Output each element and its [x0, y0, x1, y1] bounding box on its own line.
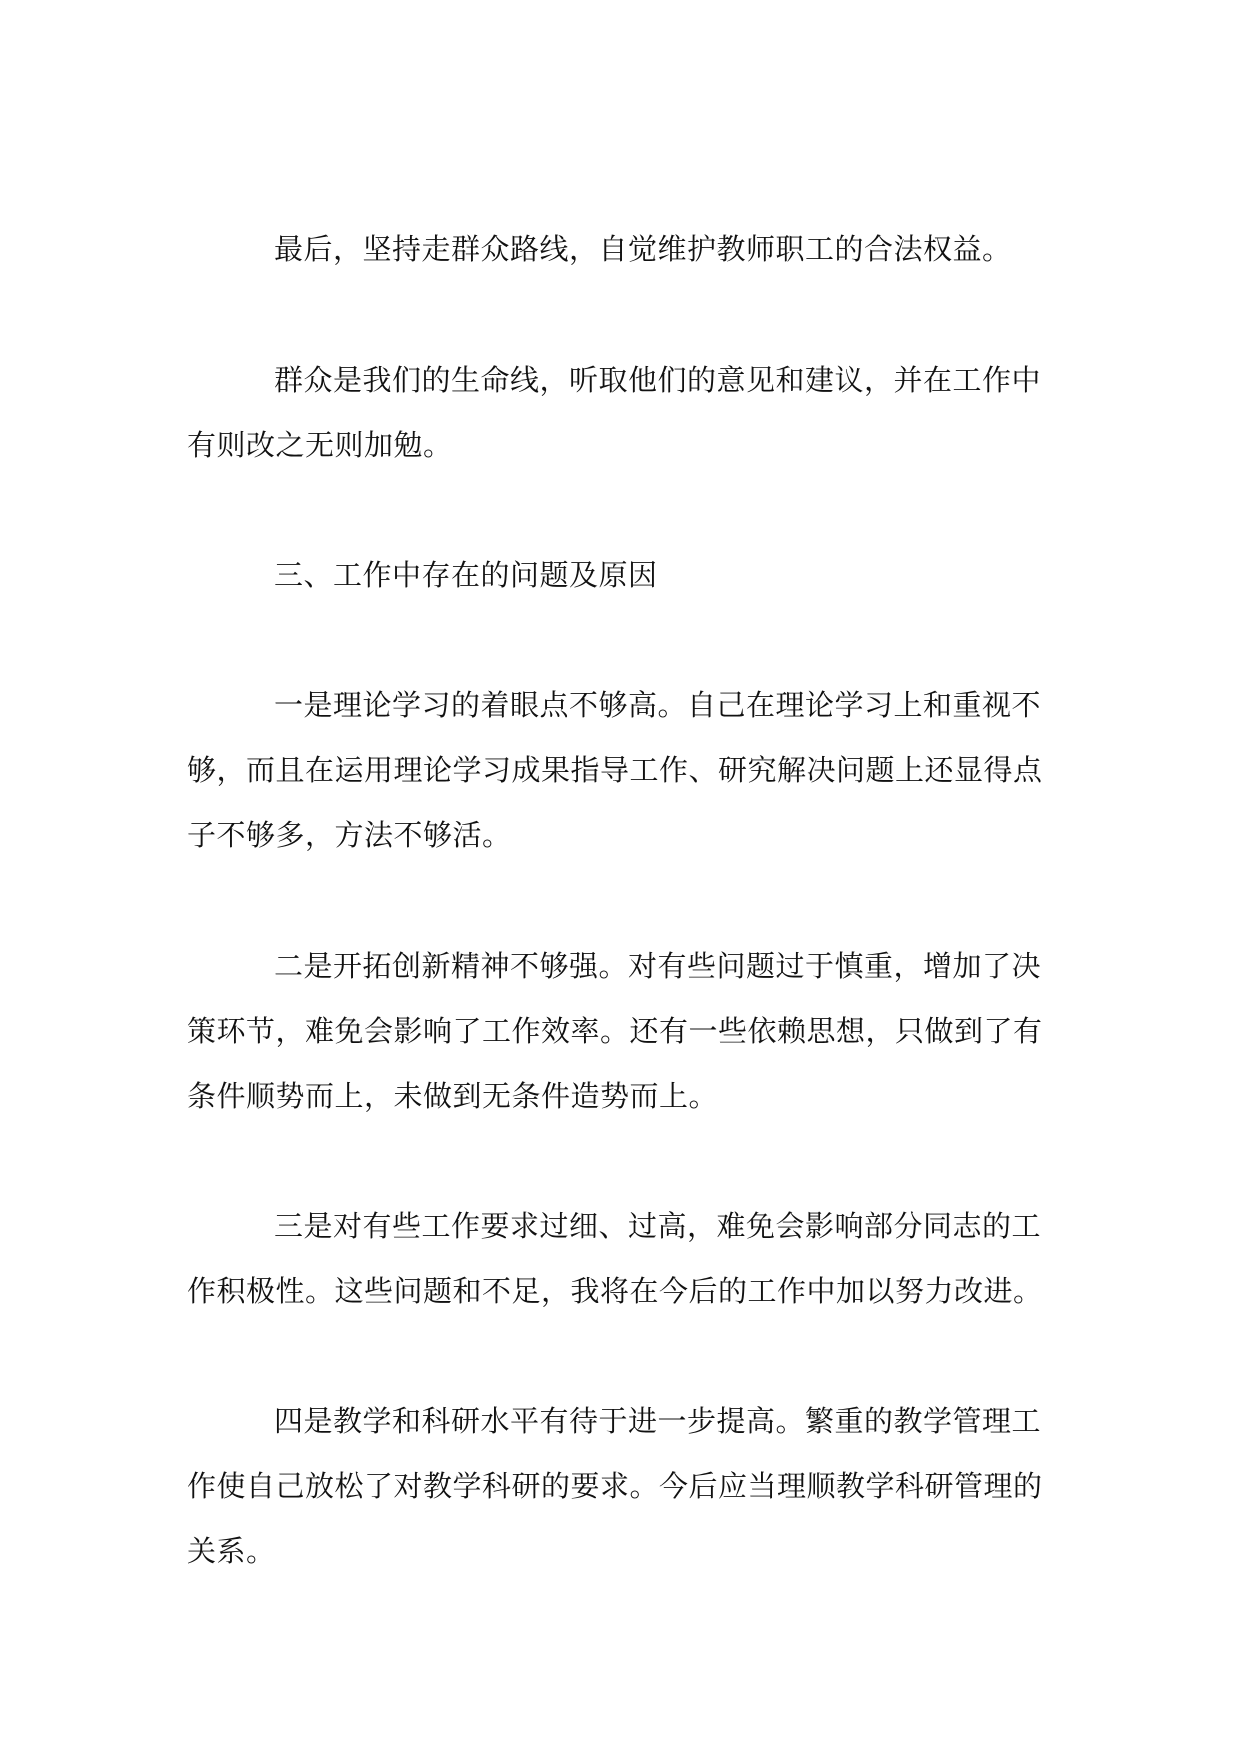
paragraph-mass-line: 最后，坚持走群众路线，自觉维护教师职工的合法权益。	[274, 232, 1012, 266]
paragraph-problem-two: 二是开拓创新精神不够强。对有些问题过于慎重，增加了决策环节，难免会影响了工作效率。还有一些依赖思想，只做到了有条件顺势而上，未做到无条件造势而上。	[187, 949, 1043, 1113]
paragraph-problem-four: 四是教学和科研水平有待于进一步提高。繁重的教学管理工作使自己放松了对教学科研的要求。今后应当理顺教学科研管理的关系。	[187, 1404, 1043, 1568]
paragraph-problem-one: 一是理论学习的着眼点不够高。自己在理论学习上和重视不够，而且在运用理论学习成果指导工作、研究解决问题上还显得点子不够多，方法不够活。	[187, 688, 1043, 852]
paragraph-problem-three: 三是对有些工作要求过细、过高，难免会影响部分同志的工作积极性。这些问题和不足，我将在今后的工作中加以努力改进。	[187, 1209, 1043, 1308]
section-heading-problems: 三、工作中存在的问题及原因	[274, 558, 658, 592]
paragraph-masses-lifeline: 群众是我们的生命线，听取他们的意见和建议，并在工作中有则改之无则加勉。	[187, 363, 1042, 462]
